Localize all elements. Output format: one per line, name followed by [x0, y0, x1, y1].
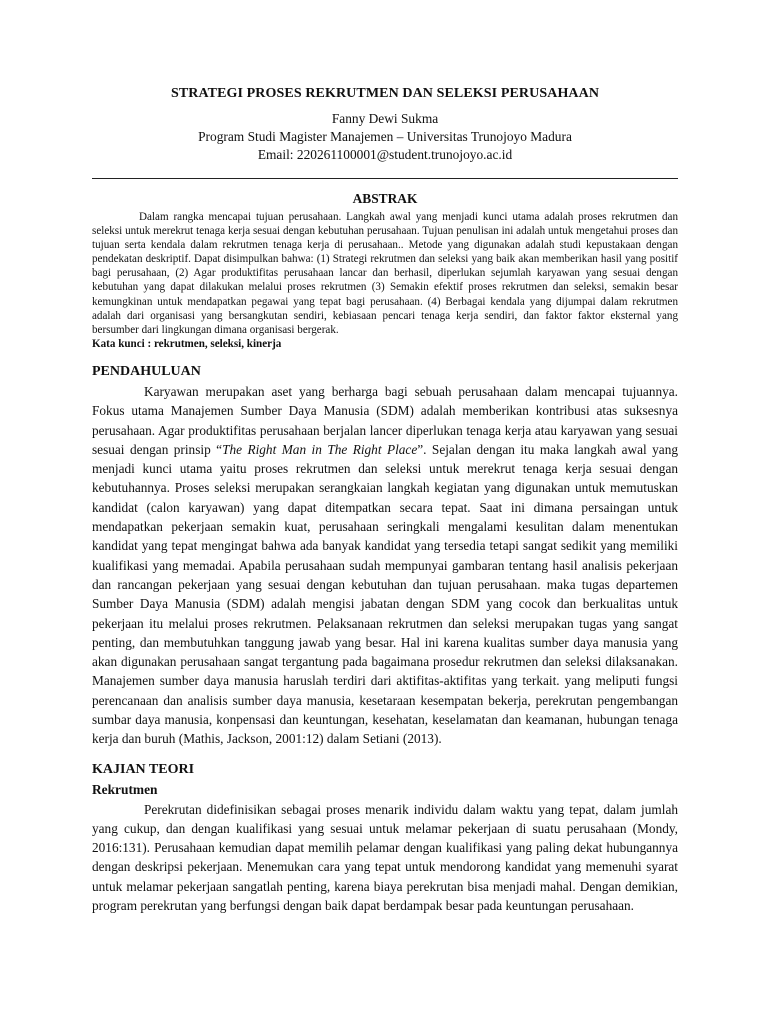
keywords: Kata kunci : rekrutmen, seleksi, kinerja — [92, 337, 282, 350]
paper-title: STRATEGI PROSES REKRUTMEN DAN SELEKSI PERUSAHAAN — [170, 86, 600, 101]
author-email: Email: 220261100001@student.trunojoyo.ac.id — [257, 147, 513, 162]
author-name: Fanny Dewi Sukma — [331, 111, 439, 126]
pendahuluan-paragraph — [92, 382, 678, 749]
section-heading-pendahuluan: PENDAHULUAN — [92, 363, 201, 379]
pendahuluan-text-after-quote: ”. Sejalan dengan itu maka langkah awal yang menjadi kunci utama yaitu proses rekrutmen dan seleksi untuk merekrut tenaga kerja sesuai dengan kebutuhannya. Proses seleksi merupakan serangkaian langkah kegiatan yang digunakan untuk memutuskan kandidat (calon karyawan) yang dapat ditempatkan secara tepat. Saat ini dimana persaingan untuk mendapatkan pekerjaan semakin kuat, perusahaan seringkali mengalami kesulitan dalam menentukan kandidat yang tepat mengingat bahwa ada banyak kandidat yang tersedia tetapi sangat sedikit yang memiliki kualifikasi yang memadai. Apabila perusahaan sudah mempunyai gambaran tentang hasil analisis pekerjaan dan rancangan pekerjaan yang sesuai dengan kebutuhan dan tujuan perusahaan. maka tugas departemen Sumber Daya Manusia (SDM) adalah mengisi jabatan dengan SDM yang cocok dan berkualitas untuk pekerjaan itu melalui proses rekrutmen. Pelaksanaan rekrutmen dan seleksi merupakan tugas yang sangat penting, dan membutuhkan tanggung jawab yang besar. Hal ini karena kualitas sumber daya manusia yang akan digunakan perusahaan sangat tergantung pada bagaimana prosedur rekrutmen dan seleksi dilaksanakan. Manajemen sumber daya manusia haruslah terdiri dari aktifitas-aktifitas yang terkait. yang meliputi fungsi perencanaan dan analisis sumber daya manusia, kesetaraan kesempatan bekerja, perekrutan pengembangan sumbar daya manusia, konpensasi dan keuntungan, kesehatan, keselamatan dan keamanan, hubungan tenaga kerja dan buruh (Mathis, Jackson, 2001:12) dalam Setiani (2013). — [92, 441, 678, 747]
paper-page — [92, 86, 678, 915]
header-divider — [92, 178, 678, 179]
abstract-text: Dalam rangka mencapai tujuan perusahaan. Langkah awal yang menjadi kunci utama adalah proses rekrutmen dan seleksi untuk merekrut tenaga kerja sesuai dengan kebutuhan perusahaan. Tujuan penulisan ini adalah untuk mengetahui proses dan tujuan serta kendala dalam rekrutmen tenaga kerja di perusahaan.. Metode yang digunakan adalah studi kepustakaan dengan pendekatan deskriptif. Dapat disimpulkan bahwa: (1) Strategi rekrutmen dan seleksi yang baik akan memberikan hasil yang positif bagi perusahaan, (2) Agar produktifitas perusahaan lancar dan berhasil, diperlukan sejumlah karyawan yang sesuai dengan kebutuhan yang dapat dilakukan melalui proses rekrutmen (3) Semakin efektif proses rekrutmen dan seleksi, semakin besar kemungkinan untuk mendapatkan pegawai yang tepat bagi perusahaan. (4) Berbagai kendala yang dijumpai dalam rekrutmen adalah dari organisasi yang bersangkutan sendiri, kebiasaan pencari tenaga kerja sendiri, dan faktor faktor eksternal yang bersumber dari lingkungan dimana organisasi bergerak. — [92, 211, 678, 336]
rekrutmen-paragraph: Perekrutan didefinisikan sebagai proses menarik individu dalam waktu yang tepat, dalam jumlah yang cukup, dan dengan kualifikasi yang sesuai untuk melamar pekerjaan di suatu perusahaan (Mondy, 2016:131). Perusahaan kemudian dapat memilih pelamar dengan kualifikasi yang paling dekat hubungannya dengan deskripsi pekerjaan. Menemukan cara yang tepat untuk mendorong kandidat yang memenuhi syarat untuk melamar pekerjaan sangatlah penting, karena biaya perekrutan bisa menjadi mahal. Dengan demikian, program perekrutan yang berfungsi dengan baik dapat berdampak besar pada keuntungan perusahaan. — [92, 801, 678, 914]
pendahuluan-quote: The Right Man in The Right Place — [222, 441, 418, 457]
author-affiliation: Program Studi Magister Manajemen – Universitas Trunojoyo Madura — [198, 129, 572, 144]
pendahuluan-text-before-quote: Karyawan merupakan aset yang berharga bagi sebuah perusahaan dalam mencapai tujuannya. Fokus utama Manajemen Sumber Daya Manusia (SDM) adalah memberikan kontribusi atas suksesnya perusahaan. Agar produktifitas perusahaan berjalan lancer diperlukan tenaga kerja atau karyawan yang sesuai sesuai dengan prinsip “ — [92, 383, 678, 457]
subsection-heading-rekrutmen: Rekrutmen — [92, 781, 158, 797]
abstract-heading: ABSTRAK — [352, 191, 418, 206]
section-heading-kajian-teori: KAJIAN TEORI — [92, 761, 195, 777]
